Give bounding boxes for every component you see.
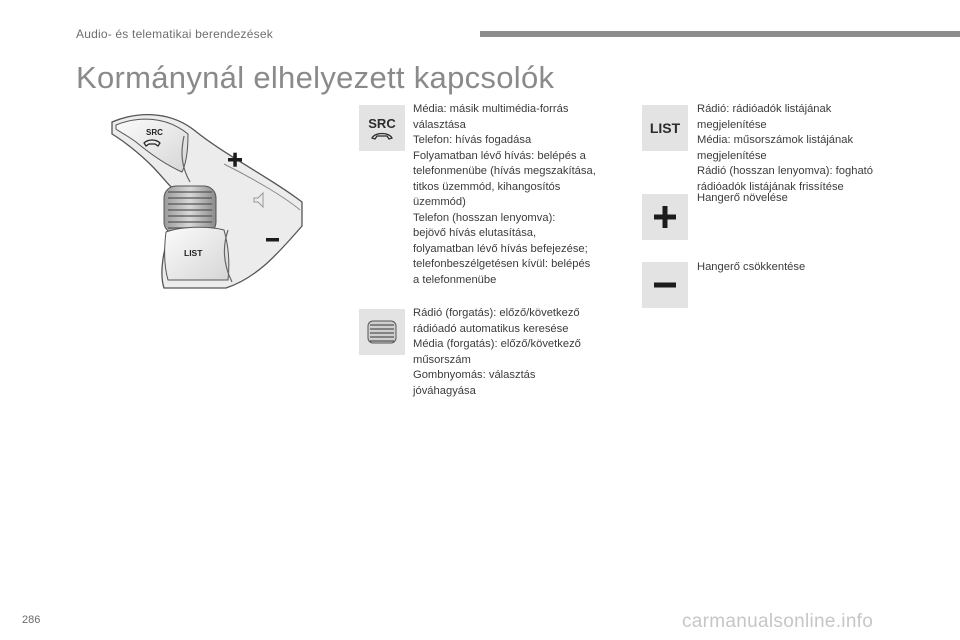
desc-line: Rádió (hosszan lenyomva): fogható	[697, 165, 873, 177]
desc-line: választása	[413, 118, 466, 131]
thumbwheel-description	[413, 306, 581, 399]
desc-line: Rádió: rádióadók listájának	[697, 103, 832, 115]
desc-line: megjelenítése	[697, 118, 767, 131]
desc-line: Hangerő csökkentése	[697, 261, 806, 273]
page-title: Kormánynál elhelyezett kapcsolók	[76, 60, 555, 95]
desc-line: Média (forgatás): előző/következő	[413, 338, 581, 350]
desc-line: Telefon (hosszan lenyomva):	[413, 211, 556, 224]
desc-line: Folyamatban lévő hívás: belépés a	[413, 149, 586, 162]
desc-line: műsorszám	[413, 353, 471, 366]
minus-glyph	[654, 282, 676, 288]
list-icon-label: LIST	[649, 120, 681, 136]
src-description	[413, 102, 596, 288]
list-button-label: LIST	[184, 248, 203, 258]
list-icon	[642, 105, 688, 151]
desc-line: megjelenítése	[697, 149, 767, 162]
desc-line: folyamatban lévő hívás befejezése;	[413, 242, 588, 255]
desc-line: Gombnyomás: választás	[413, 369, 536, 381]
src-icon	[359, 105, 405, 151]
thumbwheel-glyph	[367, 320, 397, 344]
desc-line: Rádió (forgatás): előző/következő	[413, 307, 580, 319]
desc-line: bejövő hívás elutasítása,	[413, 227, 537, 239]
minus-icon	[642, 262, 688, 308]
desc-line: üzemmód)	[413, 196, 466, 208]
plus-icon	[642, 194, 688, 240]
desc-line: Telefon: hívás fogadása	[413, 134, 532, 146]
desc-line: telefonmenübe (hívás megszakítása,	[413, 165, 596, 177]
header-rule	[480, 31, 960, 37]
desc-line: rádióadó automatikus keresése	[413, 322, 569, 335]
desc-line: a telefonmenübe	[413, 273, 497, 286]
desc-line: Hangerő növelése	[697, 192, 788, 204]
desc-line: Média: másik multimédia-forrás	[413, 103, 569, 115]
page-number: 286	[22, 614, 41, 626]
minus-description	[697, 260, 805, 276]
section-header: Audio- és telematikai berendezések	[76, 27, 273, 41]
src-button-label: SRC	[146, 128, 163, 137]
thumbwheel-icon	[359, 309, 405, 355]
steering-controls-illustration	[106, 106, 306, 291]
phone-handset-icon	[370, 131, 394, 140]
desc-line: telefonbeszélgetésen kívül: belépés	[413, 258, 591, 270]
desc-line: Média: műsorszámok listájának	[697, 134, 854, 146]
desc-line: jóváhagyása	[413, 384, 476, 397]
desc-line: titkos üzemmód, kihangosítós	[413, 180, 561, 193]
list-description	[697, 102, 873, 195]
minus-icon-illustration	[266, 238, 279, 242]
watermark: carmanualsonline.info	[682, 611, 874, 632]
plus-glyph	[654, 206, 676, 228]
desc-line: rádióadók listájának frissítése	[697, 180, 844, 193]
src-icon-label: SRC	[368, 115, 396, 131]
plus-description	[697, 191, 788, 207]
